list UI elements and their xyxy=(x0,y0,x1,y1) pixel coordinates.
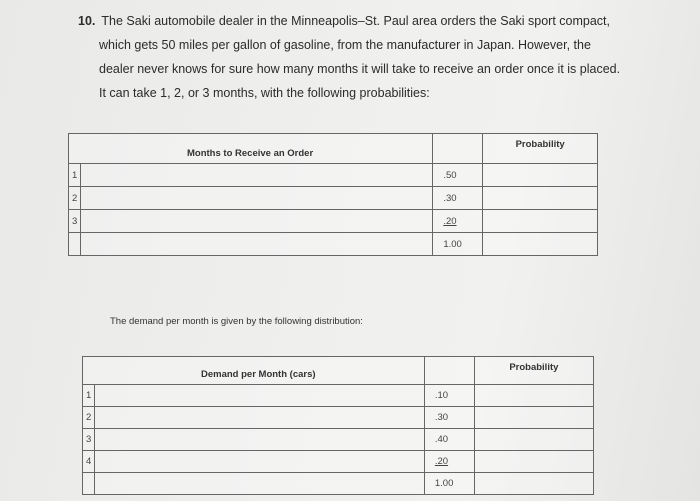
row-value: .30 xyxy=(424,407,474,429)
problem-line-1 xyxy=(78,9,678,33)
row-blank xyxy=(94,451,424,473)
header-months-to-receive: Months to Receive an Order xyxy=(69,134,433,164)
table-row xyxy=(69,164,598,187)
row-blank xyxy=(80,210,432,233)
demand-intro-text: The demand per month is given by the following distribution: xyxy=(110,316,363,327)
row-blank xyxy=(94,407,424,429)
probability-cell xyxy=(483,164,598,187)
table-row xyxy=(83,429,594,451)
table-row-total xyxy=(83,473,594,495)
probability-cell xyxy=(483,210,598,233)
probability-cell xyxy=(474,429,593,451)
row-label: 4 xyxy=(83,451,95,473)
table-row xyxy=(83,451,594,473)
row-label: 1 xyxy=(69,164,81,187)
row-label: 2 xyxy=(69,187,81,210)
table-row xyxy=(69,210,598,233)
row-value: .50 xyxy=(433,164,483,187)
underlined-value: .20 xyxy=(443,215,457,227)
row-label: 3 xyxy=(83,429,95,451)
probability-cell xyxy=(474,407,593,429)
demand-per-month-table xyxy=(82,356,594,495)
row-blank xyxy=(80,164,432,187)
problem-line-4: It can take 1, 2, or 3 months, with the following probabilities: xyxy=(99,86,430,100)
problem-line-3: dealer never knows for sure how many months it will take to receive an order once it is placed. xyxy=(99,62,621,76)
row-label: 3 xyxy=(69,210,81,233)
probability-cell xyxy=(474,451,593,473)
problem-text-line: The Saki automobile dealer in the Minneapolis–St. Paul area orders the Saki sport compact, xyxy=(101,14,611,28)
table-row xyxy=(83,407,594,429)
underlined-value: .20 xyxy=(434,456,449,467)
row-value: .10 xyxy=(424,385,474,407)
row-total-value: 1.00 xyxy=(433,233,483,256)
row-total-value: 1.00 xyxy=(424,473,474,495)
row-value: .30 xyxy=(433,187,483,210)
header-value-spacer xyxy=(433,134,483,164)
months-to-receive-table xyxy=(68,133,598,256)
problem-text xyxy=(78,9,678,105)
problem-line-2: which gets 50 miles per gallon of gasoline, from the manufacturer in Japan. However, the xyxy=(99,38,591,52)
problem-number: 10. xyxy=(78,14,96,28)
table-header-row xyxy=(83,357,594,385)
probability-cell xyxy=(474,385,593,407)
table-header-row xyxy=(69,134,598,164)
header-probability: Probability xyxy=(483,134,598,164)
row-label: 2 xyxy=(83,407,95,429)
row-label xyxy=(83,473,95,495)
header-value-spacer xyxy=(424,357,474,385)
table-row xyxy=(69,187,598,210)
row-blank xyxy=(80,187,432,210)
row-label: 1 xyxy=(83,385,95,407)
row-value xyxy=(424,451,474,473)
row-blank xyxy=(80,233,432,256)
probability-cell xyxy=(474,473,593,495)
table-row xyxy=(83,385,594,407)
row-blank xyxy=(94,473,424,495)
probability-cell xyxy=(483,187,598,210)
table-row-total xyxy=(69,233,598,256)
row-label xyxy=(69,233,81,256)
header-demand-per-month: Demand per Month (cars) xyxy=(83,357,425,385)
row-blank xyxy=(94,429,424,451)
header-probability: Probability xyxy=(474,357,593,385)
row-value xyxy=(433,210,483,233)
row-blank xyxy=(94,385,424,407)
probability-cell xyxy=(483,233,598,256)
row-value: .40 xyxy=(424,429,474,451)
